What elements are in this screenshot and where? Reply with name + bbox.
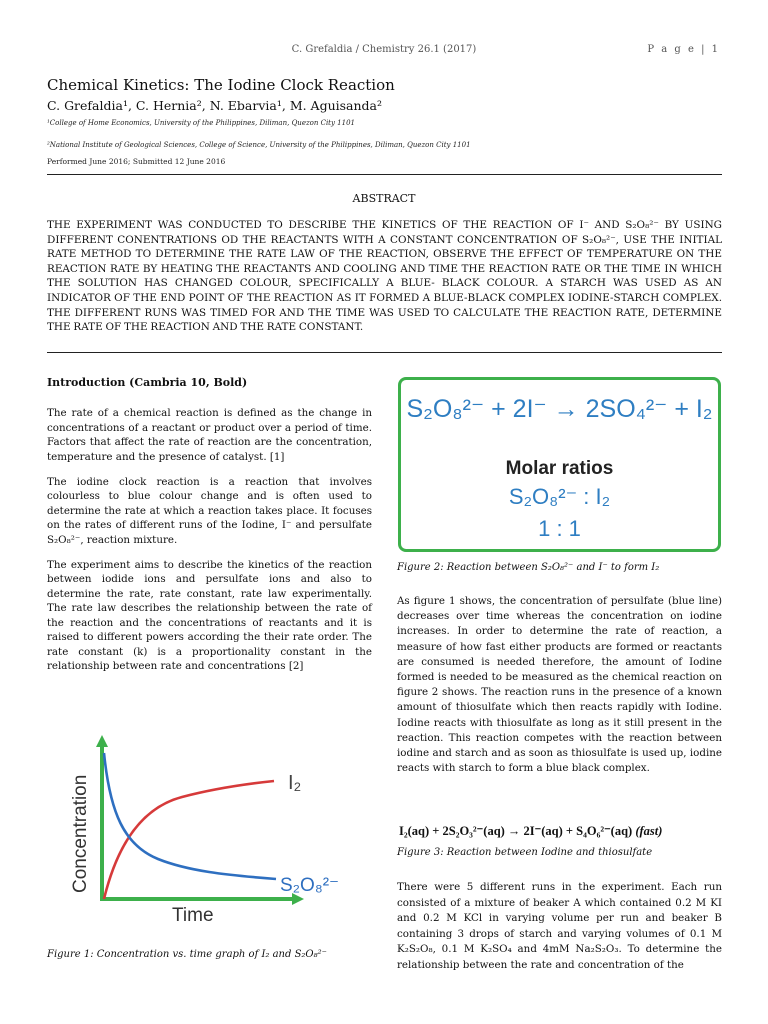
intro-paragraph-3: The experiment aims to describe the kinetics of the reaction between iodide ions and persulfate ions and also to determine the rate, rate constant, rate law experimentally. The rate law describes the relationship between the rate of the reaction and the concentrations of reactants and it is raised to different powers according the their rate order. The rate constant (k) is a proportionality constant in the relationship between rate and concentrations [2] [47,559,372,672]
divider-top [47,174,722,175]
fast-note: (fast) [635,824,663,838]
molar-ratio-species: S₂O₈²⁻ : I₂ [508,484,611,509]
intro-heading: Introduction (Cambria 10, Bold) [47,376,248,389]
left-column [47,376,372,684]
i2-label: I₂ [288,772,302,794]
running-header: C. Grefaldia / Chemistry 26.1 (2017) [291,44,477,55]
figure-3-equation [399,823,662,839]
figure-1-caption: Figure 1: Concentration vs. time graph of I₂ and S₂O₈²⁻ [47,949,327,960]
figure-2-caption: Figure 2: Reaction between S₂O₈²⁻ and I⁻ to form I₂ [397,562,660,573]
s2o8-curve [104,753,276,879]
affiliation-2: ²National Institute of Geological Sciences, College of Science, University of the Philippines, Diliman, Quezon City 1101 [47,141,471,149]
divider-bottom [47,352,722,353]
figure-3-caption: Figure 3: Reaction between Iodine and thiosulfate [397,847,653,858]
thiosulfate-equation: I₂(aq) + 2S₂O₃²⁻(aq) → 2I⁻(aq) + S₄O₆²⁻(aq) [399,824,633,838]
right-column-paragraph-2 [397,880,722,974]
discussion-paragraph: As figure 1 shows, the concentration of persulfate (blue line) decreases over time whereas the concentration on iodine increases. In order to determine the rate of reaction, a measure of how fast either products are formed or reactants are consumed is needed therefore, the amount of Iodine formed is needed to be measured as the chemical reaction on figure 2 shows. The reaction runs in the presence of a known amount of thiosulfate which then reacts rapidly with Iodine. Iodine reacts with thiosulfate as long as it still present in the reaction. This reaction competes with the reaction between iodine and starch and as soon as thiosulfate is used up, iodine reacts with starch to form a blue black complex. [397,595,722,775]
page-number: P a g e | 1 [647,44,720,55]
intro-paragraph-2: The iodine clock reaction is a reaction that involves colourless to blue colour change and is often used to determine the rate at which a reaction takes place. It focuses on the rates of different runs of the Iodine, I⁻ and persulfate S₂O₈²⁻, reaction mixture. [47,476,372,546]
author-list: C. Grefaldia¹, C. Hernia², N. Ebarvia¹, M. Aguisanda² [47,98,383,113]
s2o8-label: S₂O₈²⁻ [280,875,340,896]
intro-paragraph-1: The rate of a chemical reaction is defined as the change in concentrations of a reactant or product over a period of time. Factors that affect the rate of reaction are the concentration, temperature and the presence of catalyst. [1] [47,407,372,463]
abstract-text: THE EXPERIMENT WAS CONDUCTED TO DESCRIBE THE KINETICS OF THE REACTION OF I⁻ AND S₂O₈²⁻ BY USING DIFFERENT CONENTRATIONS OD THE REACTANTS WITH A CONSTANT CONCENTRATION OF S₂O₈²⁻, USE THE INITIAL RATE METHOD TO DETERMINE THE RATE LAW OF THE REACTION, OBSERVE THE EFFECT OF TEMPERATURE ON THE REACTION RATE BY HEATING THE REACTANTS AND COOLING AND TIME THE REACTION RATE OR THE TIME IN WHICH THE SOLUTION HAS CHANGED COLOUR, SPECIFICALLY A BLUE- BLACK COLOUR. A STARCH WAS USED AS AN INDICATOR OF THE END POINT OF THE REACTION AS IT FORMED A BLUE-BLACK COMPLEX IODINE-STARCH COMPLEX. THE DIFFERENT RUNS WAS TIMED FOR AND THE TIME WAS USED TO CALCULATE THE REACTION RATE, DETERMINE THE RATE OF THE REACTION AND THE RATE CONSTANT. [47,219,722,334]
y-axis-arrow [96,735,108,747]
x-axis-label: Time [172,905,214,926]
affiliation-1: ¹College of Home Economics, University of the Philippines, Diliman, Quezon City 1101 [47,119,355,127]
i2-curve [104,781,274,899]
persulfate-equation: S₂O₈²⁻ + 2I⁻ → 2SO₄²⁻ + I₂ [406,395,713,423]
dates-line: Performed June 2016; Submitted 12 June 2016 [47,157,226,166]
molar-ratio-values: 1 : 1 [538,516,581,541]
paper-title: Chemical Kinetics: The Iodine Clock Reaction [47,76,395,94]
right-column-paragraph-1 [397,594,722,776]
molar-ratios-heading: Molar ratios [505,458,614,479]
abstract-heading: ABSTRACT [352,192,416,205]
figure-2-box [398,377,721,552]
methods-paragraph: There were 5 different runs in the experiment. Each run consisted of a mixture of beaker A which contained 0.2 M KI and 0.2 M KCl in varying volume per run and beaker B containing 3 drops of starch and varying volumes of 0.1 M K₂S₂O₈, 0.1 M K₂SO₄ and 4mM Na₂S₂O₃. To determine the relationship between the rate and concentration of the [397,881,722,971]
figure-1-graph [60,733,370,933]
y-axis-label: Concentration [70,774,91,893]
